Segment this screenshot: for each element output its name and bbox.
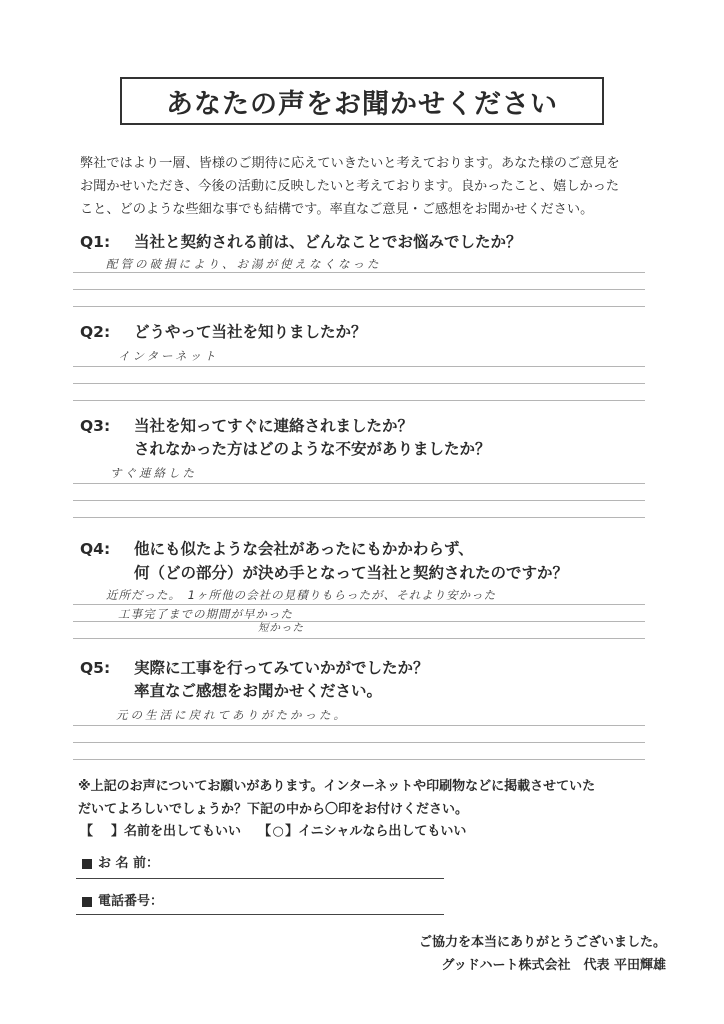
question-4 [80,537,474,559]
question-number: Q2: [80,323,111,341]
answer-line [73,383,645,384]
square-bullet-icon [82,859,92,869]
answer-line [73,272,645,273]
intro-line: こと、どのような些細な事でも結構です。率直なご意見・ご感想をお聞かせください。 [80,202,594,217]
answer-4-handwriting[interactable]: 近所だった。 1ヶ所他の会社の見積りもらったが、それより安かった [106,588,497,602]
question-text: 他にも似たような会社があったにもかかわらず、 [134,540,474,558]
answer-line [73,366,645,367]
phone-field-label: 電話番号： [82,890,163,909]
question-number: Q4: [80,540,111,558]
question-1 [80,230,522,252]
answer-2-handwriting[interactable]: インターネット [118,349,219,363]
answer-line [73,638,645,639]
question-number: Q3: [80,417,111,435]
answer-line [73,517,645,518]
answer-line [73,742,645,743]
option-initials-checkbox[interactable]: 【○】 [258,824,299,839]
answer-4-handwriting-2[interactable]: 工事完了までの期間が早かった [118,607,293,621]
name-field-line[interactable] [76,878,444,879]
question-5-line-2: 率直なご感想をお聞かせください。 [134,682,383,700]
answer-line [73,725,645,726]
phone-field-line[interactable] [76,914,444,915]
answer-line [73,306,645,307]
answer-4-handwriting-correction[interactable]: 短かった [258,622,304,634]
thanks-message: ご協力を本当にありがとうございました。 [418,935,666,950]
answer-line [73,289,645,290]
question-5 [80,656,429,678]
answer-line [73,483,645,484]
form-title: あなたの声をお聞かせください [166,88,558,120]
answer-5-handwriting[interactable]: 元の生活に戻れてありがたかった。 [116,708,348,722]
answer-line [73,604,645,605]
form-title-box [120,77,604,125]
square-bullet-icon [82,897,92,907]
intro-line: 弊社ではより一層、皆様のご期待に応えていきたいと考えております。あなた様のご意見を [80,156,620,171]
answer-1-handwriting[interactable]: 配管の破損により、お湯が使えなくなった [106,257,382,271]
publication-notice: ※上記のお声についてお願いがあります。インターネットや印刷物などに掲載させていた [78,779,596,794]
answer-3-handwriting[interactable]: すぐ連絡した [110,466,197,480]
answer-line [73,759,645,760]
question-number: Q5: [80,659,111,677]
question-text: 当社を知ってすぐに連絡されましたか？ [134,417,414,435]
question-text: どうやって当社を知りましたか？ [134,323,367,341]
question-text: 実際に工事を行ってみていかがでしたか？ [134,659,429,677]
answer-line [73,400,645,401]
option-name-checkbox[interactable]: 【 】 [80,824,125,839]
answer-line [73,500,645,501]
answer-line [73,621,645,622]
question-3-line-2: されなかった方はどのような不安がありましたか？ [134,440,491,458]
company-signature: グッドハート株式会社 代表 平田輝雄 [441,958,666,973]
question-number: Q1: [80,233,111,251]
question-text: 当社と契約される前は、どんなことでお悩みでしたか？ [134,233,522,251]
intro-text [80,152,680,221]
question-4-line-2: 何（どの部分）が決め手となって当社と契約されたのですか？ [134,564,569,582]
option-name-label: 名前を出してもいい [124,824,242,839]
publication-notice: だいてよろしいでしょうか？下記の中から〇印をお付けください。 [78,802,469,817]
question-3 [80,414,413,436]
intro-line: お聞かせいただき、今後の活動に反映したいと考えております。良かったこと、嬉しかった [80,179,620,194]
name-field-label: お 名 前： [82,852,159,871]
question-2 [80,320,367,342]
option-initials-label: イニシャルなら出してもいい [298,824,467,839]
consent-options [80,820,466,839]
